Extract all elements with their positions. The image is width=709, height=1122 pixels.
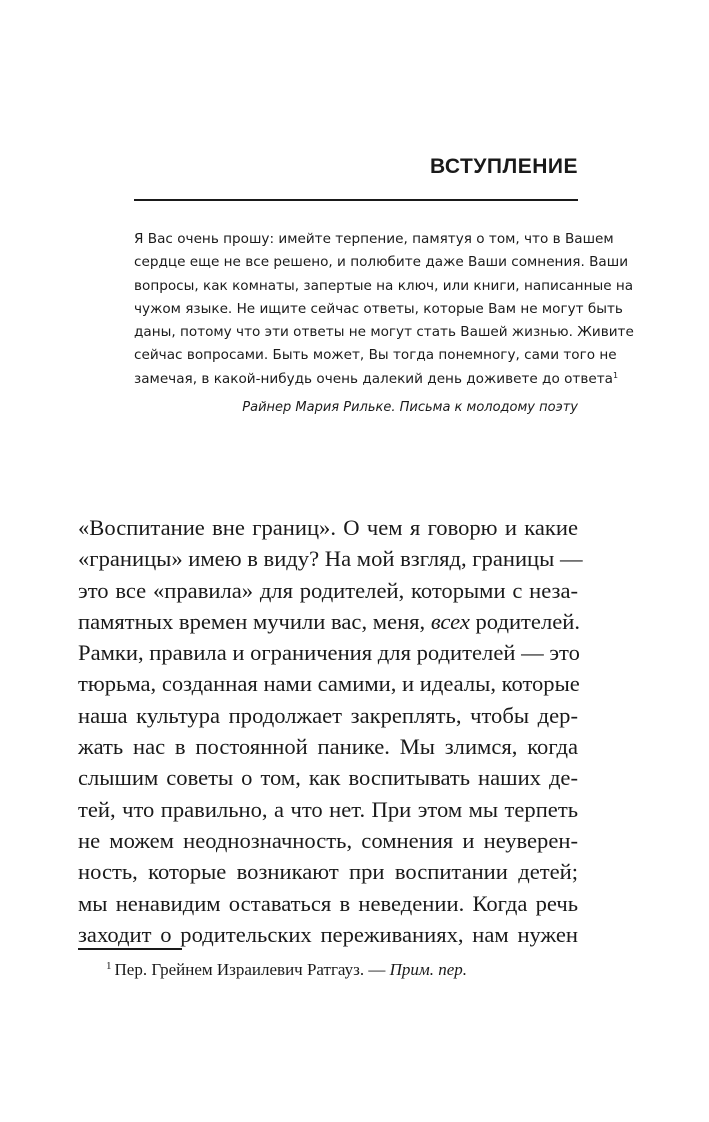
epigraph-line: даны, потому что эти ответы не могут стать Вашей жизнью. Живите [134,324,634,341]
epigraph-line: сердце еще не все решено, и полюбите даже Ваши сомнения. Ваши [134,254,629,271]
epigraph-attribution: Райнер Мария Рильке. Письма к молодому поэту [242,400,578,415]
chapter-title: ВСТУПЛЕНИЕ [429,155,578,178]
epigraph [134,228,634,391]
footnote [106,960,467,980]
body-line [78,606,578,637]
body-line: Рамки, правила и ограничения для родителей — это [78,640,580,666]
body-line-emphasis: всех [430,608,470,634]
body-line-segment: родителей. [469,608,580,634]
body-line: наша культура продолжает закреплять, чтобы дер- [78,702,578,728]
body-line: ность, которые возникают при воспитании детей; [78,859,578,885]
body-line: это все «правила» для родителей, которыми с неза- [78,577,578,603]
epigraph-line: Я Вас очень прошу: имейте терпение, памятуя о том, что в Вашем [134,231,614,247]
body-line: заходит о родительских переживаниях, нам нужен [78,921,578,947]
footnote-divider [78,948,182,950]
body-line: мы ненавидим оставаться в неведении. Когда речь [78,890,578,916]
body-line: не можем неоднозначность, сомнения и неуверен- [78,827,578,853]
footnote-note: Прим. пер. [389,960,467,979]
body-line: слышим советы о том, как воспитывать наших де- [78,765,578,791]
epigraph-line: сейчас вопросами. Быть может, Вы тогда понемногу, сами того не [134,347,617,364]
body-line: «границы» имею в виду? На мой взгляд, границы — [78,546,583,572]
body-line: тей, что правильно, а что нет. При этом мы терпеть [78,796,578,822]
epigraph-footnote-ref: 1 [612,370,619,380]
body-line: «Воспитание вне границ». О чем я говорю и какие [78,515,578,540]
body-line: жать нас в постоянной панике. Мы злимся, когда [78,734,578,760]
title-divider [134,199,578,201]
epigraph-line-text: замечая, в какой-нибудь очень далекий день доживете до ответа [134,370,613,387]
epigraph-line: вопросы, как комнаты, запертые на ключ, или книги, написанные на [134,277,634,294]
body-line-segment: памятных времен мучили вас, меня, [78,608,431,634]
footnote-text: Пер. Грейнем Израилевич Ратгауз. — [114,960,386,979]
epigraph-line-last [134,368,619,391]
body-text [78,512,583,950]
epigraph-line: чужом языке. Не ищите сейчас ответы, которые Вам не могут быть [134,300,623,317]
body-line: тюрьма, созданная нами самими, и идеалы, которые [78,671,580,697]
footnote-number: 1 [106,960,112,972]
